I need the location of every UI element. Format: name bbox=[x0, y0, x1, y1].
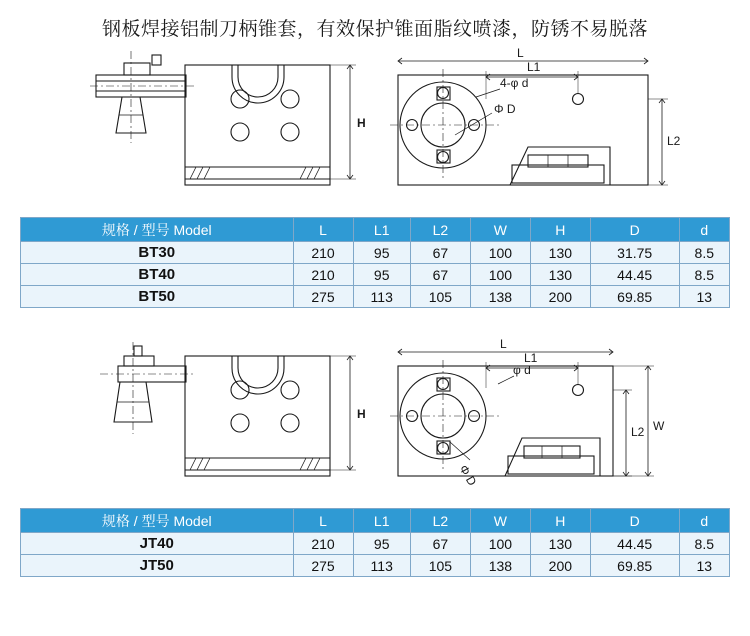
cell-W: 100 bbox=[470, 264, 530, 286]
th-model: 规格 / 型号 Model bbox=[21, 218, 294, 242]
cell-H: 130 bbox=[530, 264, 590, 286]
th-d: d bbox=[679, 509, 729, 533]
th-H: H bbox=[530, 218, 590, 242]
technical-drawing-jt bbox=[0, 338, 750, 498]
th-L1: L1 bbox=[353, 218, 410, 242]
cell-model: JT40 bbox=[21, 533, 294, 555]
th-d: d bbox=[679, 218, 729, 242]
th-L1: L1 bbox=[353, 509, 410, 533]
cell-L: 275 bbox=[293, 555, 353, 577]
cell-H: 130 bbox=[530, 242, 590, 264]
cell-L2: 105 bbox=[410, 555, 470, 577]
cell-L2: 67 bbox=[410, 264, 470, 286]
th-H: H bbox=[530, 509, 590, 533]
cell-W: 138 bbox=[470, 286, 530, 308]
section-spacer bbox=[0, 308, 750, 332]
drawing-svg-jt bbox=[0, 338, 750, 493]
cell-L: 210 bbox=[293, 264, 353, 286]
label-W: W bbox=[653, 419, 665, 433]
table-row bbox=[21, 286, 730, 308]
cell-d: 13 bbox=[679, 286, 729, 308]
cell-H: 130 bbox=[530, 533, 590, 555]
spec-table-bt bbox=[20, 217, 730, 308]
cell-L: 210 bbox=[293, 242, 353, 264]
page-title: 钢板焊接铝制刀柄锥套，有效保护锥面脂纹喷漆，防锈不易脱落 bbox=[101, 18, 648, 40]
cell-L2: 67 bbox=[410, 242, 470, 264]
th-L2: L2 bbox=[410, 218, 470, 242]
table-row bbox=[21, 242, 730, 264]
drawing-block-bt bbox=[0, 47, 750, 308]
cell-D: 31.75 bbox=[590, 242, 679, 264]
spec-table-jt bbox=[20, 508, 730, 577]
cell-d: 8.5 bbox=[679, 264, 729, 286]
cell-d: 8.5 bbox=[679, 533, 729, 555]
label-L2: L2 bbox=[667, 134, 681, 148]
label-L: L bbox=[500, 338, 507, 351]
cell-L2: 67 bbox=[410, 533, 470, 555]
cell-H: 200 bbox=[530, 286, 590, 308]
th-D: D bbox=[590, 218, 679, 242]
th-W: W bbox=[470, 218, 530, 242]
label-phi-D: Φ D bbox=[456, 462, 480, 489]
cell-L: 275 bbox=[293, 286, 353, 308]
th-W: W bbox=[470, 509, 530, 533]
drawing-block-jt bbox=[0, 338, 750, 577]
cell-d: 8.5 bbox=[679, 242, 729, 264]
table-row bbox=[21, 555, 730, 577]
cell-L1: 95 bbox=[353, 264, 410, 286]
cell-model: BT30 bbox=[21, 242, 294, 264]
cell-L1: 113 bbox=[353, 286, 410, 308]
table-row bbox=[21, 533, 730, 555]
cell-L1: 95 bbox=[353, 533, 410, 555]
cell-W: 138 bbox=[470, 555, 530, 577]
cell-W: 100 bbox=[470, 242, 530, 264]
th-L: L bbox=[293, 218, 353, 242]
cell-D: 69.85 bbox=[590, 286, 679, 308]
table-header-row bbox=[21, 218, 730, 242]
cell-L1: 95 bbox=[353, 242, 410, 264]
drawing-svg-bt bbox=[0, 47, 750, 202]
cell-H: 200 bbox=[530, 555, 590, 577]
cell-L: 210 bbox=[293, 533, 353, 555]
th-L2: L2 bbox=[410, 509, 470, 533]
cell-L2: 105 bbox=[410, 286, 470, 308]
cell-D: 44.45 bbox=[590, 264, 679, 286]
cell-D: 69.85 bbox=[590, 555, 679, 577]
cell-D: 44.45 bbox=[590, 533, 679, 555]
label-phi-d: φ d bbox=[513, 363, 531, 377]
label-H: H bbox=[357, 116, 366, 130]
label-L1: L1 bbox=[524, 351, 538, 365]
label-H: H bbox=[357, 407, 366, 421]
cell-model: BT50 bbox=[21, 286, 294, 308]
label-4-phi-d: 4-φ d bbox=[500, 76, 529, 90]
cell-d: 13 bbox=[679, 555, 729, 577]
cell-model: JT50 bbox=[21, 555, 294, 577]
table-row bbox=[21, 264, 730, 286]
technical-drawing-bt bbox=[0, 47, 750, 207]
th-model: 规格 / 型号 Model bbox=[21, 509, 294, 533]
label-L: L bbox=[517, 47, 524, 60]
cell-W: 100 bbox=[470, 533, 530, 555]
table-header-row bbox=[21, 509, 730, 533]
th-D: D bbox=[590, 509, 679, 533]
cell-L1: 113 bbox=[353, 555, 410, 577]
label-L1: L1 bbox=[527, 60, 541, 74]
th-L: L bbox=[293, 509, 353, 533]
cell-model: BT40 bbox=[21, 264, 294, 286]
label-phi-D: Φ D bbox=[494, 102, 516, 116]
label-L2: L2 bbox=[631, 425, 645, 439]
